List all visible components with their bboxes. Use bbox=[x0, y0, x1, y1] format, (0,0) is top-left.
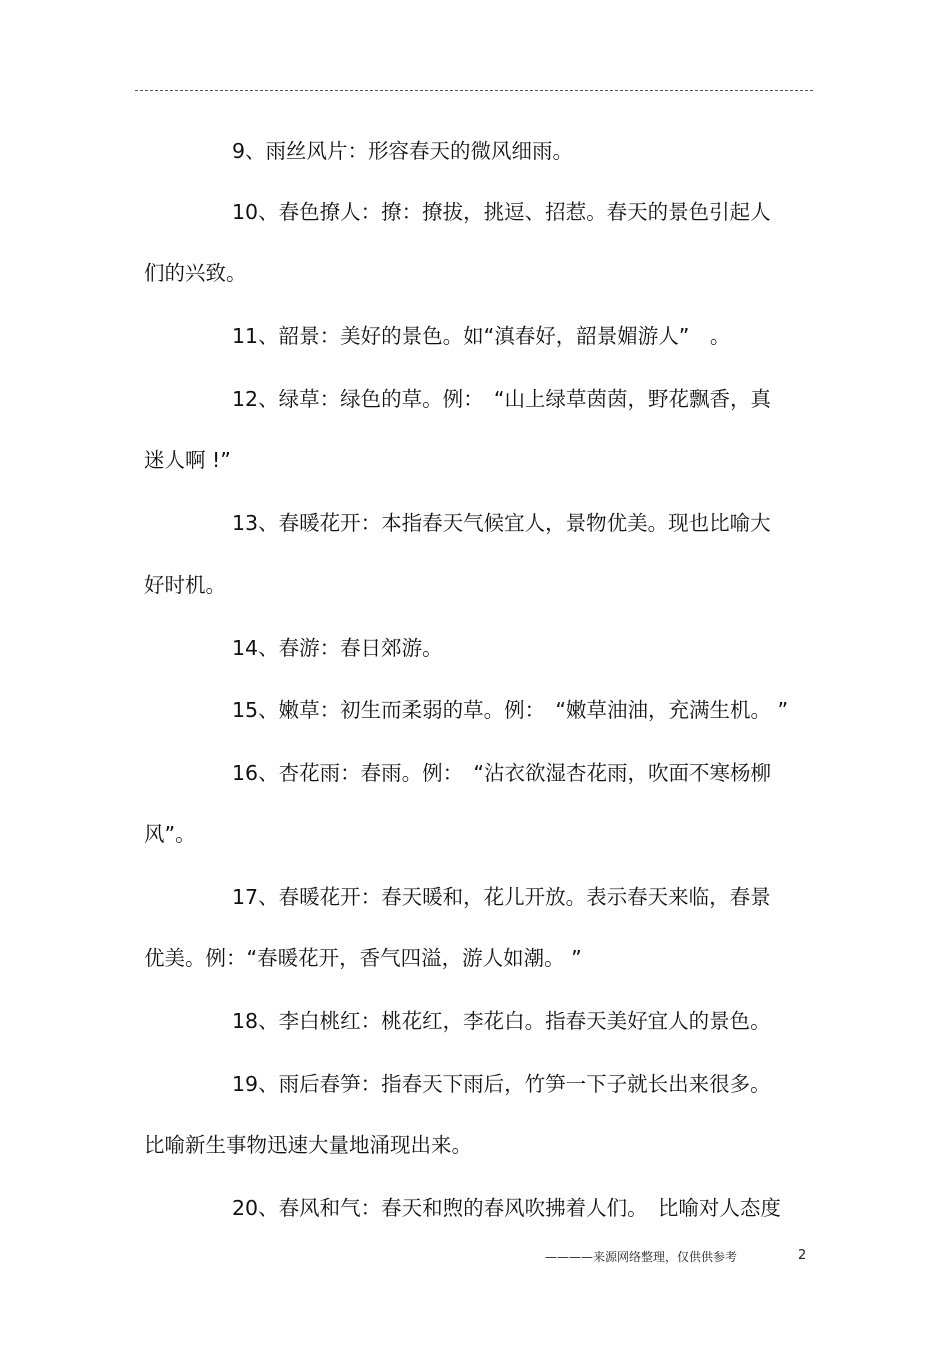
text-line: 13、春暖花开：本指春天气候宜人，景物优美。现也比喻大 bbox=[232, 511, 771, 535]
text-line: 们的兴致。 bbox=[144, 261, 247, 285]
header-divider bbox=[135, 90, 813, 91]
text-line: 优美。例：“春暖花开，香气四溢，游人如潮。 ” bbox=[144, 946, 582, 970]
text-line: 11、韶景：美好的景色。如“滇春好，韶景媚游人” 。 bbox=[232, 324, 731, 348]
text-line: 16、杏花雨：春雨。例： “沾衣欲湿杏花雨，吹面不寒杨柳 bbox=[232, 761, 771, 785]
text-line: 比喻新生事物迅速大量地涌现出来。 bbox=[144, 1133, 472, 1157]
text-line: 好时机。 bbox=[144, 573, 226, 597]
text-line: 17、春暖花开：春天暖和，花儿开放。表示春天来临，春景 bbox=[232, 885, 771, 909]
text-line: 18、李白桃红：桃花红，李花白。指春天美好宜人的景色。 bbox=[232, 1009, 771, 1033]
text-line: 12、绿草：绿色的草。例： “山上绿草茵茵，野花飘香，真 bbox=[232, 387, 771, 411]
footer-source-note: ————来源网络整理，仅供供参考 bbox=[545, 1250, 738, 1264]
text-line: 9、雨丝风片：形容春天的微风细雨。 bbox=[232, 139, 574, 163]
text-line: 15、嫩草：初生而柔弱的草。例： “嫩草油油，充满生机。 ” bbox=[232, 698, 789, 722]
text-line: 10、春色撩人：撩：撩拔，挑逗、招惹。春天的景色引起人 bbox=[232, 200, 771, 224]
text-line: 19、雨后春笋：指春天下雨后，竹笋一下子就长出来很多。 bbox=[232, 1072, 771, 1096]
page-number: 2 bbox=[798, 1248, 807, 1263]
text-line: 迷人啊 !” bbox=[144, 448, 231, 472]
text-line: 风”。 bbox=[144, 822, 196, 846]
text-line: 14、春游：春日郊游。 bbox=[232, 636, 443, 660]
text-line: 20、春风和气：春天和煦的春风吹拂着人们。 比喻对人态度 bbox=[232, 1196, 781, 1220]
